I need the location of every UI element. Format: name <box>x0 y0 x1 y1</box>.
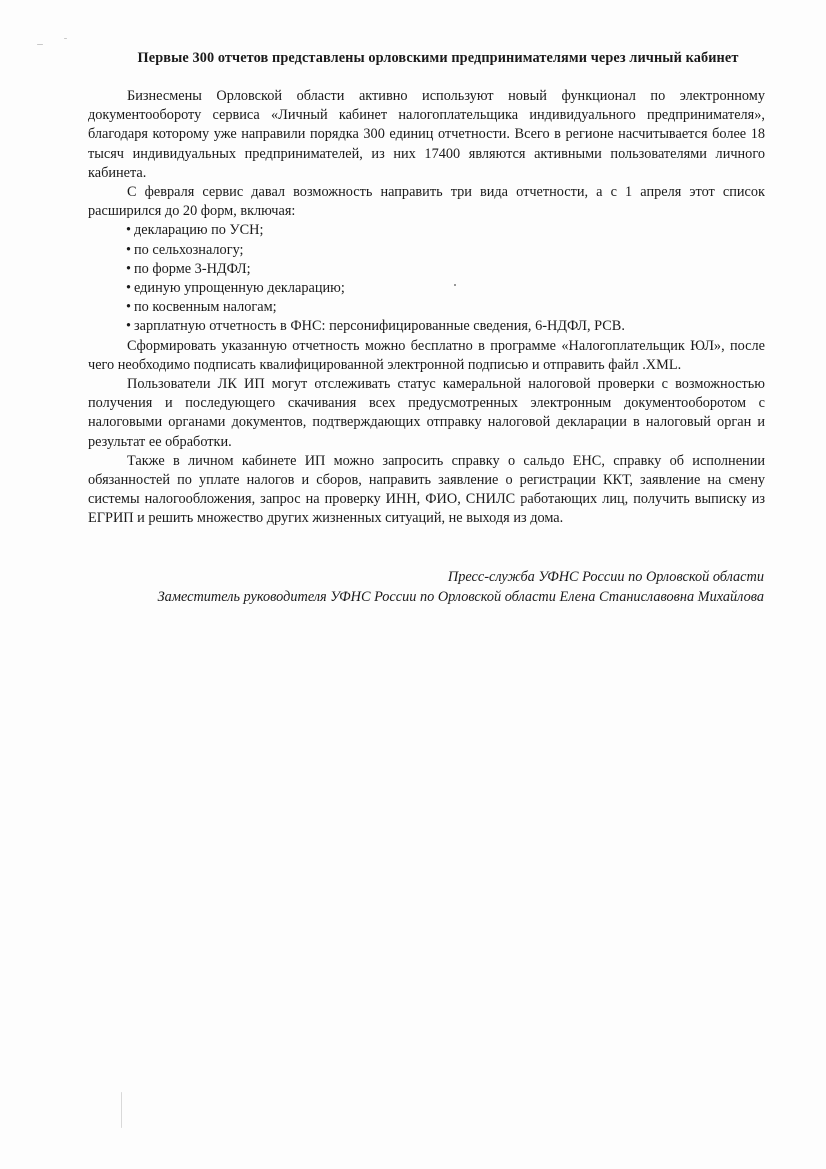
signature-deputy: Заместитель руководителя УФНС России по Орловской области Елена Станиславовна Михайлова <box>157 588 764 605</box>
signature-block <box>144 568 764 607</box>
document-body <box>88 87 765 529</box>
paragraph-status: Пользователи ЛК ИП могут отслеживать статус камеральной налоговой проверки с возможностью получения и последующего скачивания всех предусмотренных электронным документооборотом с налоговыми органами документов, подтверждающих отправку налоговой декларации в налоговый орган и результат ее обработки. <box>88 376 765 450</box>
scan-speck <box>37 44 43 45</box>
scan-edge-mark <box>121 1092 122 1128</box>
paragraph-intro: Бизнесмены Орловской области активно используют новый функционал по электронному документообороту сервиса «Личный кабинет налогоплательщика индивидуального предпринимателя», благодаря которому уже направили порядка 300 единиц отчетности. Всего в регионе насчитывается более 18 тысяч индивидуальных предпринимателей, из них 17400 являются активными пользователями личного кабинета. <box>88 88 765 181</box>
list-item: • декларацию по УСН; <box>126 221 765 240</box>
list-item: • единую упрощенную декларацию; <box>126 279 765 298</box>
list-item: • по косвенным налогам; <box>126 298 765 317</box>
scan-speck <box>64 38 67 39</box>
list-item: • по форме 3-НДФЛ; <box>126 260 765 279</box>
list-item: • зарплатную отчетность в ФНС: персонифицированные сведения, 6-НДФЛ, РСВ. <box>126 317 765 336</box>
paragraph-program: Сформировать указанную отчетность можно бесплатно в программе «Налогоплательщик ЮЛ», после чего необходимо подписать квалифицированной электронной подписью и отправить файл .XML. <box>88 337 765 373</box>
list-item: • по сельхозналогу; <box>126 241 765 260</box>
forms-list <box>88 221 765 336</box>
signature-press-service: Пресс-служба УФНС России по Орловской области <box>447 569 764 585</box>
paragraph-services: Также в личном кабинете ИП можно запросить справку о сальдо ЕНС, справку об исполнении обязанностей по уплате налогов и сборов, направить заявление о регистрации ККТ, заявление на смену системы налогообложения, запрос на проверку ИНН, ФИО, СНИЛС работающих лиц, получить выписку из ЕГРИП и решить множество других жизненных ситуаций, не выходя из дома. <box>88 452 765 527</box>
paragraph-forms: С февраля сервис давал возможность направить три вида отчетности, а с 1 апреля этот список расширился до 20 форм, включая: <box>88 184 765 220</box>
document-title: Первые 300 отчетов представлены орловскими предпринимателями через личный кабинет <box>137 50 739 66</box>
